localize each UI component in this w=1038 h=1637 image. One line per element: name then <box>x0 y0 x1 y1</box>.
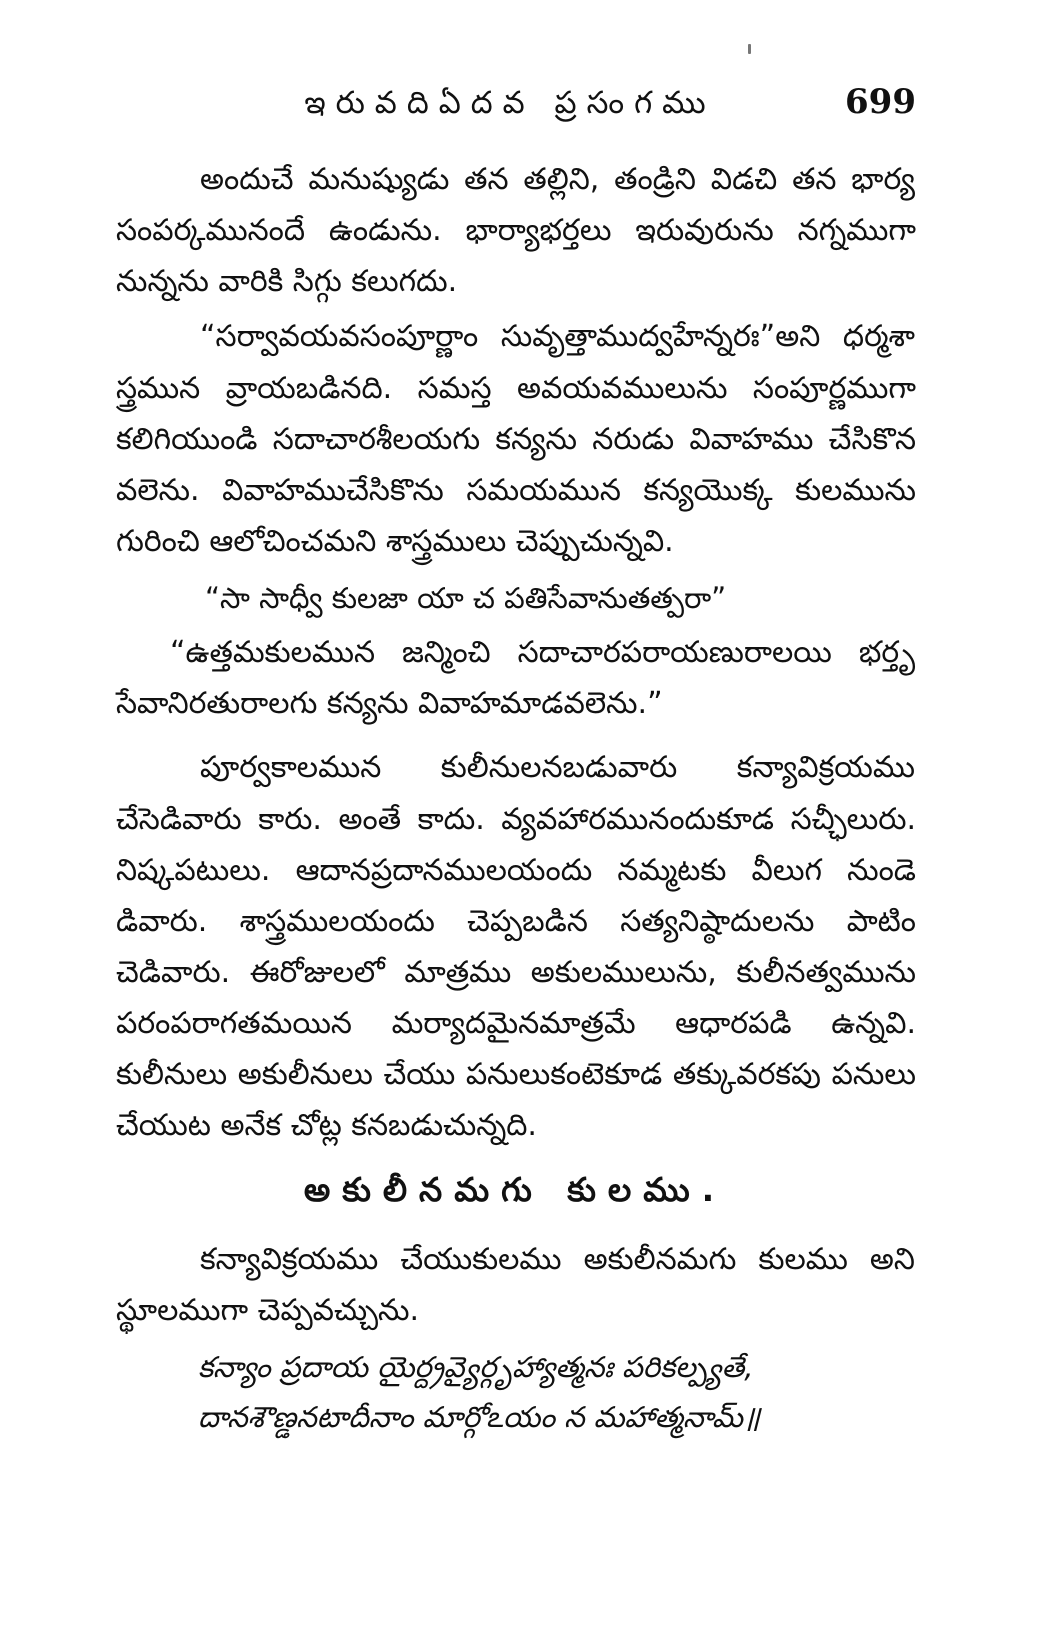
paragraph-line: స్థూలముగా చెప్పవచ్చును. <box>116 1293 419 1328</box>
quote-line: “సా సాధ్వీ కులజా యా చ పతిసేవానుతత్పరా” <box>205 581 727 615</box>
running-header-title: ఇరువదిఏదవ ప్రసంగము <box>304 85 716 121</box>
paragraph-line: కలిగియుండి సదాచారశీలయగు కన్యను నరుడు వివాహము చేసికొన <box>116 422 916 457</box>
paragraph-line: పరంపరాగతమయిన మర్యాదమైనమాత్రమే ఆధారపడి ఉన్నవి. <box>116 1006 916 1041</box>
verse-line: కన్యాం ప్రదాయ యైర్ద్రవ్యైర్గృహ్యాత్మనః పరికల్ప్యతే, <box>198 1350 754 1384</box>
paragraph-line: “ఉత్తమకులమున జన్మించి సదాచారపరాయణురాలయి భర్తృ <box>170 635 915 670</box>
paragraph-line: నిష్కపటులు. ఆదానప్రదానములయందు నమ్మటకు వీలుగ నుండె <box>116 853 916 888</box>
paragraph-line: చేసెడివారు కారు. అంతే కాదు. వ్యవహారమునందుకూడ సచ్ఛీలురు. <box>116 802 916 837</box>
paragraph-line: సంపర్కమునందే ఉండును. భార్యాభర్తలు ఇరువురును నగ్నముగా <box>116 213 916 248</box>
paragraph-line: స్త్రమున వ్రాయబడినది. సమస్త అవయవములును సంపూర్ణముగా <box>116 371 916 406</box>
paragraph-line: గురించి ఆలోచించమని శాస్త్రములు చెప్పుచున్నవి. <box>116 524 674 559</box>
paragraph-line: కన్యావిక్రయము చేయుకులము అకులీనమగు కులము అని <box>200 1242 915 1277</box>
paragraph-line: “సర్వావయవసంపూర్ణాం సువృత్తాముద్వహేన్నరః”అని ధర్మశా <box>200 319 915 354</box>
paragraph-line: వలెను. వివాహముచేసికొను సమయమున కన్యయొక్క కులమును <box>116 473 916 508</box>
paragraph-line: చెడివారు. ఈరోజులలో మాత్రము అకులములును, కులీనత్వమును <box>116 955 916 990</box>
paragraph-line: పూర్వకాలమున కులీనులనబడువారు కన్యావిక్రయము <box>200 750 915 785</box>
paragraph-line: సేవానిరతురాలగు కన్యను వివాహమాడవలెను.” <box>116 686 663 721</box>
verse-line: దానశౌణ్డనటాదీనాం మార్గోఽయం న మహాత్మనామ్॥ <box>198 1400 761 1434</box>
section-heading: అకులీనమగు కులము. <box>303 1170 727 1209</box>
paragraph-line: నున్నను వారికి సిగ్గు కలుగదు. <box>116 264 458 299</box>
paragraph-line: డివారు. శాస్త్రములయందు చెప్పబడిన సత్యనిష్ఠాదులను పాటిం <box>116 904 916 939</box>
paragraph-line: అందుచే మనుష్యుడు తన తల్లిని, తండ్రిని విడచి తన భార్య <box>200 162 915 197</box>
page-number: 699 <box>845 82 916 122</box>
scan-mark <box>748 44 751 54</box>
paragraph-line: చేయుట అనేక చోట్ల కనబడుచున్నది. <box>116 1108 537 1143</box>
paragraph-line: కులీనులు అకులీనులు చేయు పనులుకంటెకూడ తక్కువరకపు పనులు <box>116 1057 916 1092</box>
